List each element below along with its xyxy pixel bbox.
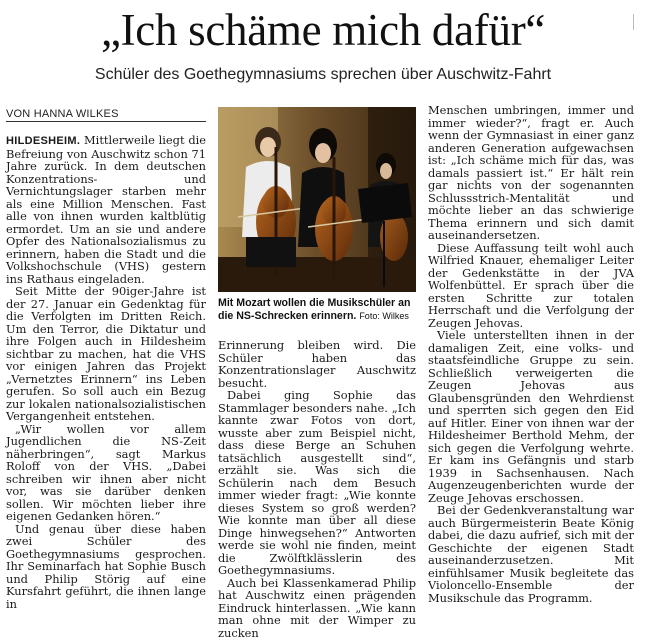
paragraph-text: Mittlerweile liegt die Befreiung von Auschwitz schon 71 Jahre zurück. In dem deutschen Konzentrations- und Vernichtungslager starben mehr als eine Million Menschen. Fast alle von ihnen wurden kaltblütig ermordet. Um an sie und andere Opfer des Nationalsozialismus zu erinnern, haben die Stadt und die Volkshochschule (VHS) gestern ins Rathaus eingeladen. <box>6 133 207 286</box>
article-subheadline: Schüler des Goethegymnasiums sprechen über Auschwitz-Fahrt <box>94 66 552 83</box>
paragraph: Auch bei Klassenkamerad Philip hat Auschwitz einen prägenden Eindruck hinterlassen. „Wie kann man ohne mit der Wimper zu zucken <box>218 575 416 640</box>
photo-credit: Foto: Wilkes <box>359 311 409 321</box>
paragraph: Und genau über diese haben zwei Schüler des Goethegymnasiums gesprochen. Ihr Seminarfach hat Sophie Busch und Philip Störig auf eine Kursfahrt geführt, die ihnen lange in <box>6 521 206 611</box>
article-column-2 <box>218 339 416 639</box>
paragraph: Dabei ging Sophie das Stammlager besonders nahe. „Ich kannte zwar Fotos von dort, wusste aber zum Beispiel nicht, dass diese Berge an Schuhen tatsächlich ausgestellt sind“, erzählt sie. Was sich die Schülerin nach dem Besuch immer wieder fragt: „Wie konnte dieses System so groß werden? Wie konnte man über all diese Dinge hinwegsehen?“ Antworten werde sie wohl nie finden, meint die Zwölftklässlerin des Goethegymnasiums. <box>218 388 416 577</box>
paragraph: Menschen umbringen, immer und immer wieder?“, fragt er. Auch wenn der Gymnasiast in einer ganz anderen Generation aufgewachsen ist: „Ich schäme mich für das, was damals passiert ist.“ Er hält rein gar nichts von der sogenannten Schlussstrich-Mentalität und möchte lieber an das schwierige Thema erinnern und sich damit auseinandersetzen. <box>428 103 634 242</box>
byline: VON HANNA WILKES <box>6 108 206 122</box>
paragraph: Seit Mitte der 90iger-Jahre ist der 27. Januar ein Gedenktag für die Verfolgten im Dritten Reich. Um den Terror, die Diktatur und ihre Folgen auch in Hildesheim sichtbar zu machen, hat die VHS vor einigen Jahren das Projekt „Vernetztes Erinnern“ ins Leben gerufen. So soll auch ein Bezug zur lokalen nationalsozialistischen Vergangenheit entstehen. <box>6 284 206 423</box>
article-headline: „Ich schäme mich dafür“ <box>100 5 546 55</box>
cello-ensemble-photo <box>218 107 416 292</box>
page-edge-mark <box>633 14 642 30</box>
caption-text: Mit Mozart wollen die Musikschüler an die NS-Schrecken erinnern. <box>218 297 411 322</box>
photo-caption <box>218 297 416 323</box>
paragraph <box>6 134 206 285</box>
paragraph: Bei der Gedenkveranstaltung war auch Bürgermeisterin Beate König dabei, die dazu aufrief, sich mit der Geschichte der eigenen Stadt auseinanderzusetzen. Mit einfühlsamer Musik begleitete das Violoncello-Ensemble der Musikschule das Programm. <box>428 503 634 605</box>
article-column-3 <box>428 104 634 604</box>
paragraph: „Wir wollen vor allem Jugendlichen die NS-Zeit näherbringen“, sagt Markus Roloff von der VHS. „Dabei schreiben wir ihnen aber nicht vor, was sie darüber denken sollen. Wir möchten lieber ihre eigenen Gedanken hören.“ <box>6 421 206 523</box>
paragraph: Diese Auffassung teilt wohl auch Wilfried Knauer, ehemaliger Leiter der Gedenkstätte in der JVA Wolfenbüttel. Er sprach über die ersten Schritte zur totalen Herrschaft und die Verfolgung der Zeugen Jehovas. <box>428 240 634 330</box>
article-photo <box>218 107 416 292</box>
paragraph: Viele unterstellten ihnen in der damaligen Zeit, eine volks- und staatsfeindliche Gruppe zu sein. Schließlich verweigerten die Zeugen Jehovas aus Glaubensgründen den Wehrdienst und sperrten sich gegen den Eid auf Hitler. Einer von ihnen war der Hildesheimer Berthold Mehm, der sich gegen die Verfolgung wehrte. Er kam ins Gefängnis und starb 1939 in Sachsenhausen. Nach Augenzeugenberichten wurde der Zeuge Jehovas erschossen. <box>428 328 634 505</box>
paragraph: Erinnerung bleiben wird. Die Schüler haben das Konzentrationslager Auschwitz besucht. <box>218 338 416 390</box>
dateline: HILDESHEIM. <box>6 135 81 147</box>
article-column-1 <box>6 134 206 610</box>
